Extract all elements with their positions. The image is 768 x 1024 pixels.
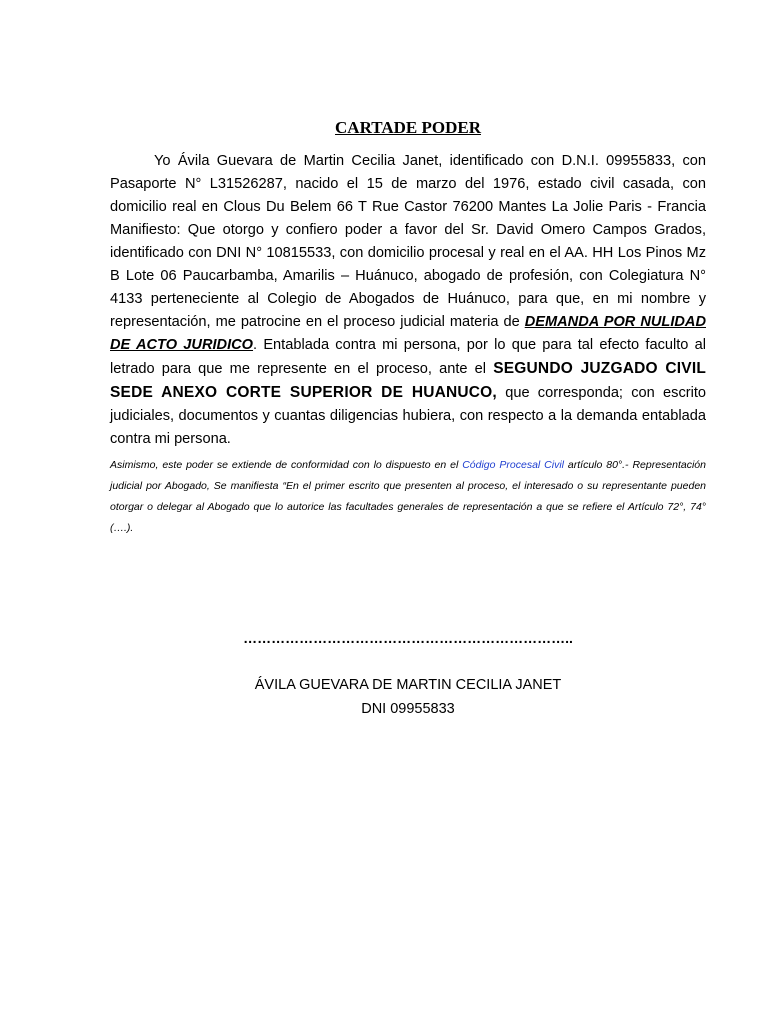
note-text-2: artículo 80°.- Representación judicial por Abogado, Se manifiesta “En el primer escrito que presenten al proceso, el interesado o su representante pueden otorgar o delegar al Abogado que lo autorice las facultades generales de representación a que se refiere el Artículo 72°, 74° (….). bbox=[110, 459, 706, 534]
case-subject: DEMANDA POR NULIDAD DE ACTO JURIDICO bbox=[110, 314, 706, 353]
signatory-dni: DNI 09955833 bbox=[361, 701, 455, 717]
paragraph-text-3: que corresponda; con escrito judiciales, documentos y cuantas diligencias hubiera, con respecto a la demanda entablada contra mi persona. bbox=[110, 385, 707, 447]
signature-line: …………………………………………………………….. bbox=[243, 630, 573, 646]
main-paragraph bbox=[110, 150, 706, 451]
signatory-name: ÁVILA GUEVARA DE MARTIN CECILIA JANET bbox=[254, 677, 562, 693]
codigo-procesal-link[interactable]: Código Procesal Civil bbox=[462, 459, 564, 471]
paragraph-text-2: . Entablada contra mi persona, por lo que para tal efecto faculto al letrado para que me represente en el proceso, ante el bbox=[110, 337, 706, 377]
court-name: SEGUNDO JUZGADO CIVIL SEDE ANEXO CORTE SUPERIOR DE HUANUCO, bbox=[110, 360, 706, 401]
legal-note bbox=[110, 455, 706, 539]
note-text-1: Asimismo, este poder se extiende de conformidad con lo dispuesto en el bbox=[110, 459, 463, 471]
paragraph-text-1: Yo Ávila Guevara de Martin Cecilia Janet, identificado con D.N.I. 09955833, con Pasaporte N° L31526287, nacido el 15 de marzo del 1976, estado civil casada, con domicilio real en Clous Du Belem 66 T Rue Castor 76200 Mantes La Jolie Paris - Francia Manifiesto: Que otorgo y confiero poder a favor del Sr. David Omero Campos Grados, identificado con DNI N° 10815533, con domicilio procesal y real en el AA. HH Los Pinos Mz B Lote 06 Paucarbamba, Amarilis – Huánuco, abogado de profesión, con Colegiatura N° 4133 perteneciente al Colegio de Abogados de Huánuco, para que, en mi nombre y representación, me patrocine en el proceso judicial materia de bbox=[110, 153, 706, 330]
document-title: CARTADE PODER bbox=[335, 118, 481, 137]
